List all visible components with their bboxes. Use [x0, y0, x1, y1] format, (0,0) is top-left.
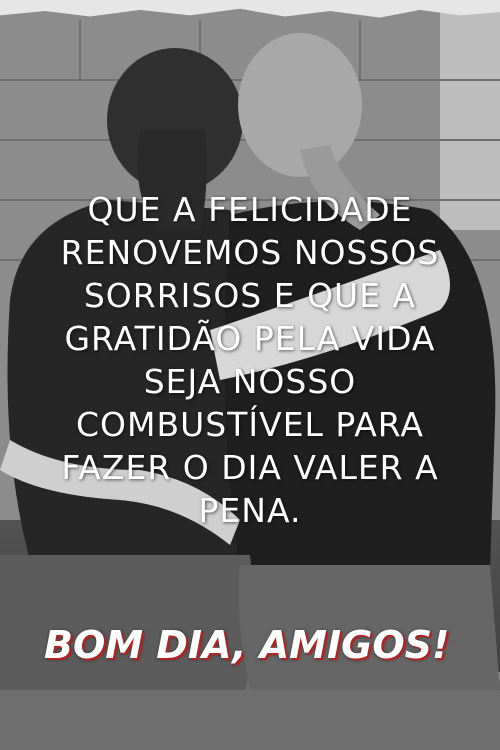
quote-text: QUE A FELICIDADE RENOVEMOS NOSSOS SORRISOS E QUE A GRATIDÃO PELA VIDA SEJA NOSSO COMBUSTÍVEL PARA FAZER O DIA VALER A PENA.: [60, 190, 440, 530]
right-person-hair: [238, 33, 362, 177]
greeting-text: BOM DIA, AMIGOS!: [44, 623, 450, 667]
